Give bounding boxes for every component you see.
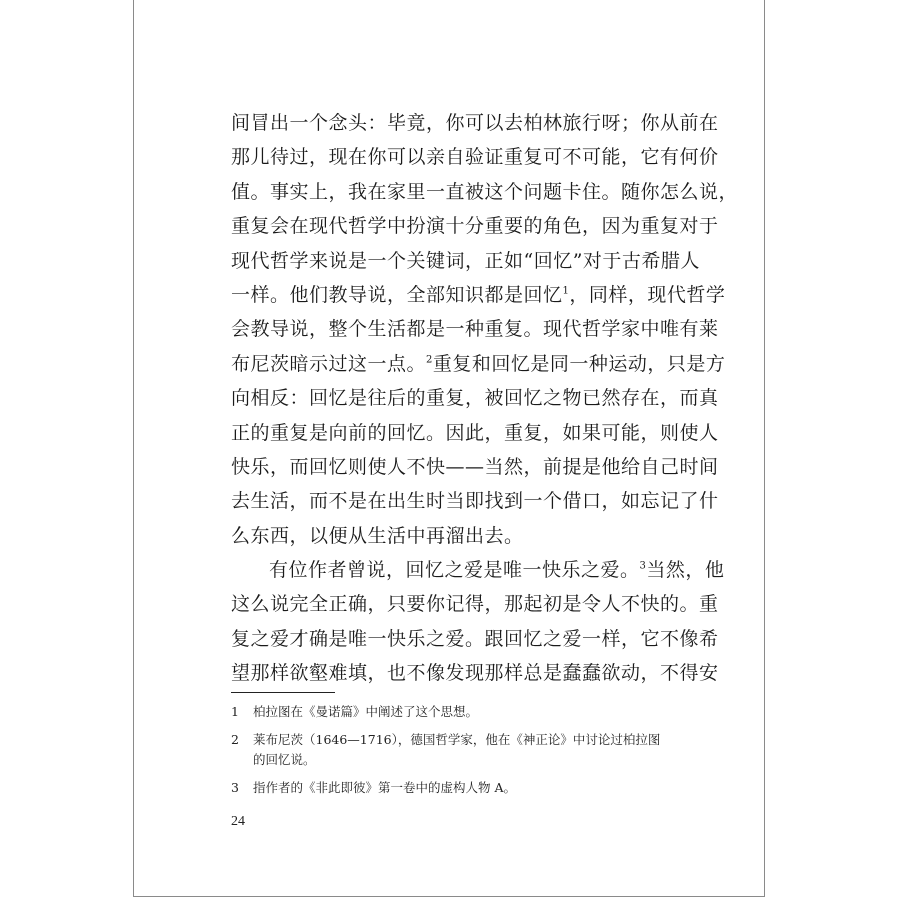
footnote-number: 3 [231,780,239,795]
text-line: 去生活，而不是在出生时当即找到一个借口，如忘记了什 [231,490,719,513]
footnote-text: 莱布尼茨（1646—1716），德国哲学家，他在《神正论》中讨论过柏拉图的回忆说。 [253,732,661,767]
footnote-ref-3[interactable]: 3 [639,560,647,572]
footnote-number: 2 [231,732,239,747]
footnote-divider [231,692,335,693]
text-segment: 重复和回忆是同一种运动，只是方 [432,352,726,375]
page-number: 24 [231,814,245,829]
footnote-text: 柏拉图在《曼诺篇》中阐述了这个思想。 [253,704,479,719]
text-line: 么东西，以便从生活中再溜出去。 [231,524,524,547]
text-line: 复之爱才确是唯一快乐之爱。跟回忆之爱一样，它不像希 [231,627,719,650]
text-line: 重复会在现代哲学中扮演十分重要的角色，因为重复对于 [231,215,719,238]
text-line: 向相反：回忆是往后的重复，被回忆之物已然存在，而真 [231,387,719,410]
text-line [231,347,726,381]
text-line [231,278,726,312]
text-line: 望那样欲壑难填，也不像发现那样总是蠢蠢欲动，不得安 [231,662,719,685]
body-text [231,106,739,691]
text-line: 现代哲学来说是一个关键词，正如“回忆”对于古希腊人 [231,249,700,272]
text-segment: 布尼茨暗示过这一点。 [231,352,427,375]
text-line: 正的重复是向前的回忆。因此，重复，如果可能，则使人 [231,421,719,444]
text-segment: 有位作者曾说，回忆之爱是唯一快乐之爱。 [269,559,640,582]
footnote-ref-1[interactable]: 1 [562,285,570,297]
footnotes [231,702,671,806]
text-segment: ，同样，现代哲学 [569,283,726,306]
footnote-3 [231,778,671,798]
footnote-text: 指作者的《非此即彼》第一卷中的虚构人物 A。 [253,780,517,795]
footnote-2 [231,730,671,770]
footnote-1 [231,702,671,722]
text-line: 快乐，而回忆则使人不快——当然，前提是他给自己时间 [231,455,719,478]
text-segment: 一样。他们教导说，全部知识都是回忆 [231,283,563,306]
text-line [231,553,725,587]
footnote-ref-2[interactable]: 2 [426,354,433,366]
footnote-number: 1 [231,704,239,719]
text-line: 会教导说，整个生活都是一种重复。现代哲学家中唯有莱 [231,318,719,341]
text-line: 那儿待过，现在你可以亲自验证重复可不可能，它有何价 [231,146,719,169]
text-line: 间冒出一个念头：毕竟，你可以去柏林旅行呀；你从前在 [231,112,719,134]
text-line: 值。事实上，我在家里一直被这个问题卡住。随你怎么说， [231,180,739,203]
text-line: 这么说完全正确，只要你记得，那起初是令人不快的。重 [231,593,719,616]
text-segment: 当然，他 [646,559,725,582]
